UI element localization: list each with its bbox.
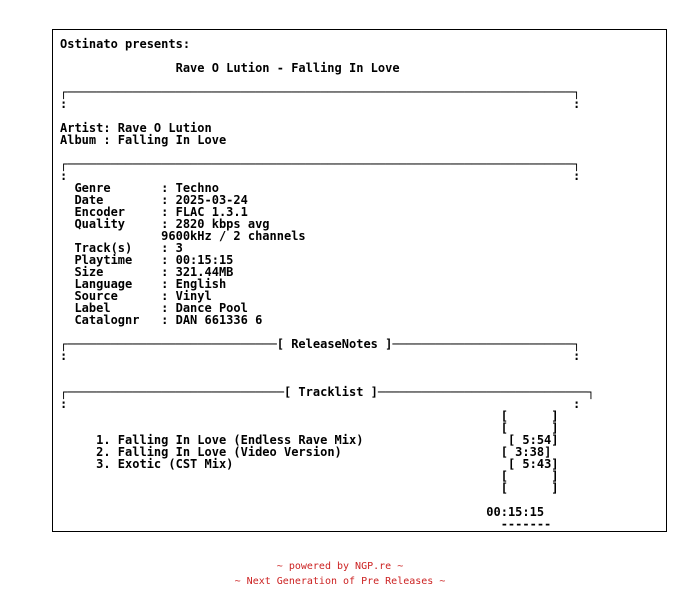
presents-line: Ostinato presents:	[60, 37, 191, 51]
track-1-time: [ 5:54]	[507, 433, 559, 447]
size-line: Size : 321.44MB	[74, 265, 234, 279]
release-notes-heading: [ ReleaseNotes ]	[276, 337, 393, 351]
language-line: Language : English	[74, 277, 227, 291]
total-underline: -------	[500, 517, 552, 531]
label-line: Label : Dance Pool	[74, 301, 248, 315]
tracks-count-line: Track(s) : 3	[74, 241, 183, 255]
track-3-time: [ 5:43]	[507, 457, 559, 471]
quality-extra-line: 9600kHz / 2 channels	[60, 229, 306, 243]
track-1-title: 1. Falling In Love (Endless Rave Mix)	[96, 433, 364, 447]
artist-line: Artist: Rave O Lution	[60, 121, 212, 135]
album-line: Album : Falling In Love	[60, 133, 227, 147]
catalognr-line: Catalognr : DAN 661336 6	[74, 313, 263, 327]
nfo-text: Ostinato presents: Rave O Lution - Falling In Love ┌──────────────────────────────────────────────────────────────────────┐ : : Artist: Rave O Lution Album : Falling In Love ┌──────────────────────────────────────────────────────────────────────┐ : : Genre : Techno Date : 2025-03-24 Encoder : FLAC 1.3.1 Quality : 2820 kbps avg 9600kHz / 2 channels Track(s) : 3 Playtime : 00:15:15 Size : 321.44MB Language : English Source : Vinyl Label : Dance Pool Catalognr : DAN 661336 6 ┌─────────────────────────────[ ReleaseNotes ]─────────────────────────┐ : : ┌──────────────────────────────[ Tracklist ]─────────────────────────────┐ : : [ ] [ ] 1. Falling In Love (Endless Rave Mix) [ 5:54] 2. Falling In Love (Video Version) [ 3:38] 3. Exotic (CST Mix) [ 5:43] [ ] [ ] 00:15:15 -------	[60, 37, 595, 531]
playtime-line: Playtime : 00:15:15	[74, 253, 234, 267]
track-2-title: 2. Falling In Love (Video Version)	[96, 445, 342, 459]
nfo-frame	[52, 29, 667, 532]
total-playtime: 00:15:15	[486, 505, 545, 519]
genre-line: Genre : Techno	[74, 181, 219, 195]
track-2-time: [ 3:38]	[500, 445, 552, 459]
footer-tagline: ~ Next Generation of Pre Releases ~	[234, 576, 446, 587]
track-3-title: 3. Exotic (CST Mix)	[96, 457, 234, 471]
footer-powered-by: ~ powered by NGP.re ~	[276, 561, 404, 572]
date-line: Date : 2025-03-24	[74, 193, 248, 207]
quality-line: Quality : 2820 kbps avg	[74, 217, 270, 231]
source-line: Source : Vinyl	[74, 289, 212, 303]
release-title: Rave O Lution - Falling In Love	[175, 61, 400, 75]
encoder-line: Encoder : FLAC 1.3.1	[74, 205, 248, 219]
tracklist-heading: [ Tracklist ]	[283, 385, 378, 399]
